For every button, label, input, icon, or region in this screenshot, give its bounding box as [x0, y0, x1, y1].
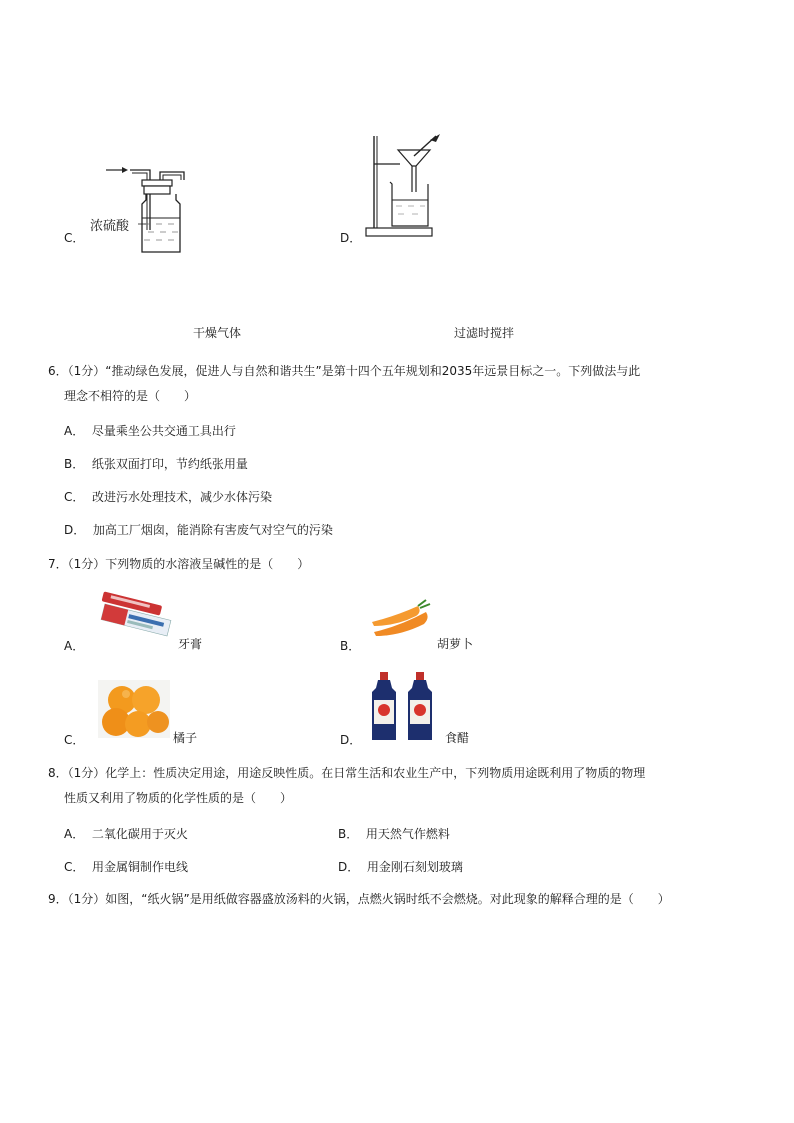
option-text: 二氧化碳用于灭火 [91, 827, 188, 841]
filtration-apparatus-diagram [364, 134, 448, 240]
option-letter: C． [64, 490, 85, 504]
q9-score: （1分） [67, 892, 106, 906]
q6-stem-line2: 理念不相符的是（ ） [64, 389, 197, 403]
q5-caption-c: 干燥气体 [193, 326, 242, 340]
option-letter: D． [64, 523, 86, 537]
q6-stem-line1 [48, 363, 640, 379]
q5-caption-d: 过滤时搅拌 [454, 326, 515, 340]
q7-option-d-text: 食醋 [445, 731, 470, 745]
q8-stem-text: 化学上：性质决定用途，用途反映性质。在日常生活和农业生产中，下列物质用途既利用了物质的物理 [105, 766, 646, 780]
q7-number: 7． [48, 557, 68, 571]
option-text: 用金刚石刻划玻璃 [366, 860, 463, 874]
q7-stem [48, 556, 309, 572]
q5-option-d-letter: D． [340, 231, 362, 245]
gas-washing-bottle-diagram [88, 160, 188, 256]
q7-option-d-letter[interactable]: D． [340, 733, 362, 747]
option-letter: B． [64, 457, 85, 471]
q7-option-b-text: 胡萝卜 [437, 637, 474, 651]
q6-option-c[interactable] [64, 489, 272, 505]
option-letter: D． [338, 860, 360, 874]
option-text: 用金属铜制作电线 [92, 860, 189, 874]
q5-option-c-letter: C． [64, 231, 85, 245]
q6-number: 6． [48, 364, 68, 378]
carrot-image [370, 598, 432, 642]
q7-option-a-text: 牙膏 [178, 637, 203, 651]
option-text: 纸张双面打印，节约纸张用量 [91, 457, 248, 471]
q9-number: 9． [48, 892, 68, 906]
q8-score: （1分） [67, 766, 106, 780]
option-text: 用天然气作燃料 [365, 827, 450, 841]
q8-stem-line1 [48, 765, 645, 781]
oranges-image [98, 680, 170, 738]
option-text: 加高工厂烟囱，能消除有害废气对空气的污染 [92, 523, 333, 537]
q8-number: 8． [48, 766, 68, 780]
q6-option-b[interactable] [64, 456, 248, 472]
option-letter: B． [338, 827, 359, 841]
vinegar-bottles-image [372, 670, 444, 742]
q8-option-c[interactable] [64, 859, 188, 875]
option-letter: A． [64, 424, 85, 438]
q7-score: （1分） [67, 557, 106, 571]
q7-option-c-text: 橘子 [173, 731, 198, 745]
q7-option-c-letter[interactable]: C． [64, 733, 85, 747]
q7-stem-text: 下列物质的水溶液呈碱性的是（ ） [105, 557, 310, 571]
option-letter: C． [64, 860, 85, 874]
q9-stem [48, 891, 670, 907]
q6-option-d[interactable] [64, 522, 333, 538]
q8-option-b[interactable] [338, 826, 450, 842]
q8-stem-line2: 性质又利用了物质的化学性质的是（ ） [64, 791, 293, 805]
q8-option-a[interactable] [64, 826, 188, 842]
q6-stem-text: “推动绿色发展，促进人与自然和谐共生”是第十四个五年规划和2035年远景目标之一。下列做法与此 [105, 364, 641, 378]
q8-option-d[interactable] [338, 859, 463, 875]
option-text: 改进污水处理技术，减少水体污染 [92, 490, 273, 504]
option-letter: A． [64, 827, 85, 841]
concentrated-sulfuric-acid-label: 浓硫酸 [90, 215, 129, 234]
toothpaste-image [98, 596, 174, 644]
option-text: 尽量乘坐公共交通工具出行 [91, 424, 236, 438]
q7-option-b-letter[interactable]: B． [340, 639, 361, 653]
q7-option-a-letter[interactable]: A． [64, 639, 85, 653]
q6-option-a[interactable] [64, 423, 236, 439]
q9-stem-text: 如图，“纸火锅”是用纸做容器盛放汤料的火锅，点燃火锅时纸不会燃烧。对此现象的解释合理的是（ ） [105, 892, 670, 906]
q6-score: （1分） [67, 364, 106, 378]
